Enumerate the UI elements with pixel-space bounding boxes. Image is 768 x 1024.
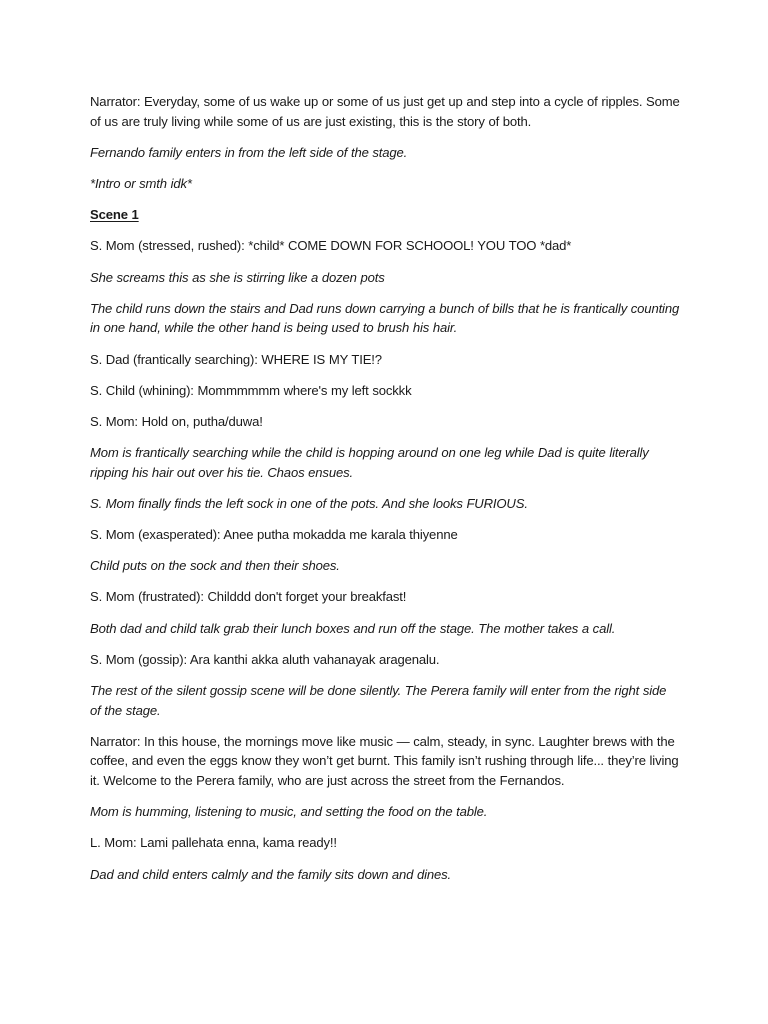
dialogue-line: S. Child (whining): Mommmmmm where's my left sockkk <box>90 382 412 398</box>
dialogue-line: S. Dad (frantically searching): WHERE IS MY TIE!? <box>90 351 382 367</box>
dialogue-line: S. Mom (frustrated): Childdd don't forget your breakfast! <box>90 589 407 605</box>
stage-direction: Child puts on the sock and then their shoes. <box>90 558 340 574</box>
dialogue-line: S. Mom (stressed, rushed): *child* COME DOWN FOR SCHOOOL! YOU TOO *dad* <box>90 238 572 254</box>
dialogue-line: S. Mom (exasperated): Anee putha mokadda me karala thiyenne <box>90 527 458 543</box>
stage-direction: The child runs down the stairs and Dad runs down carrying a bunch of bills that he is frantically counting in one hand, while the other hand is being used to brush his hair. <box>90 300 680 336</box>
stage-direction: The rest of the silent gossip scene will be done silently. The Perera family will enter from the right side of the stage. <box>90 682 667 718</box>
stage-direction: *Intro or smth idk* <box>90 175 192 191</box>
stage-direction: Dad and child enters calmly and the family sits down and dines. <box>90 866 452 882</box>
dialogue-line: S. Mom: Hold on, putha/duwa! <box>90 413 263 429</box>
stage-direction: Mom is frantically searching while the child is hopping around on one leg while Dad is quite literally ripping his hair out over his tie. Chaos ensues. <box>90 445 649 480</box>
stage-direction: Fernando family enters in from the left side of the stage. <box>90 144 408 160</box>
narrator-line: Narrator: Everyday, some of us wake up or some of us just get up and step into a cycle of ripples. Some of us are truly living while some of us are just existing, this is the story of both. <box>90 94 680 129</box>
stage-direction: Both dad and child talk grab their lunch boxes and run off the stage. The mother takes a call. <box>90 620 616 636</box>
dialogue-line: L. Mom: Lami pallehata enna, kama ready!! <box>90 835 337 851</box>
dialogue-line: S. Mom (gossip): Ara kanthi akka aluth vahanayak aragenalu. <box>90 651 440 667</box>
stage-direction: S. Mom finally finds the left sock in one of the pots. And she looks FURIOUS. <box>90 495 528 511</box>
narrator-line: Narrator: In this house, the mornings move like music — calm, steady, in sync. Laughter brews with the coffee, and even the eggs know they won’t get burnt. This family isn’t rushing through life... they’re living it. Welcome to the Perera family, who are just across the street from the Fernandos. <box>90 733 679 788</box>
script-body <box>90 92 680 896</box>
stage-direction: She screams this as she is stirring like a dozen pots <box>90 269 385 285</box>
scene-heading: Scene 1 <box>90 207 139 223</box>
stage-direction: Mom is humming, listening to music, and setting the food on the table. <box>90 804 488 820</box>
